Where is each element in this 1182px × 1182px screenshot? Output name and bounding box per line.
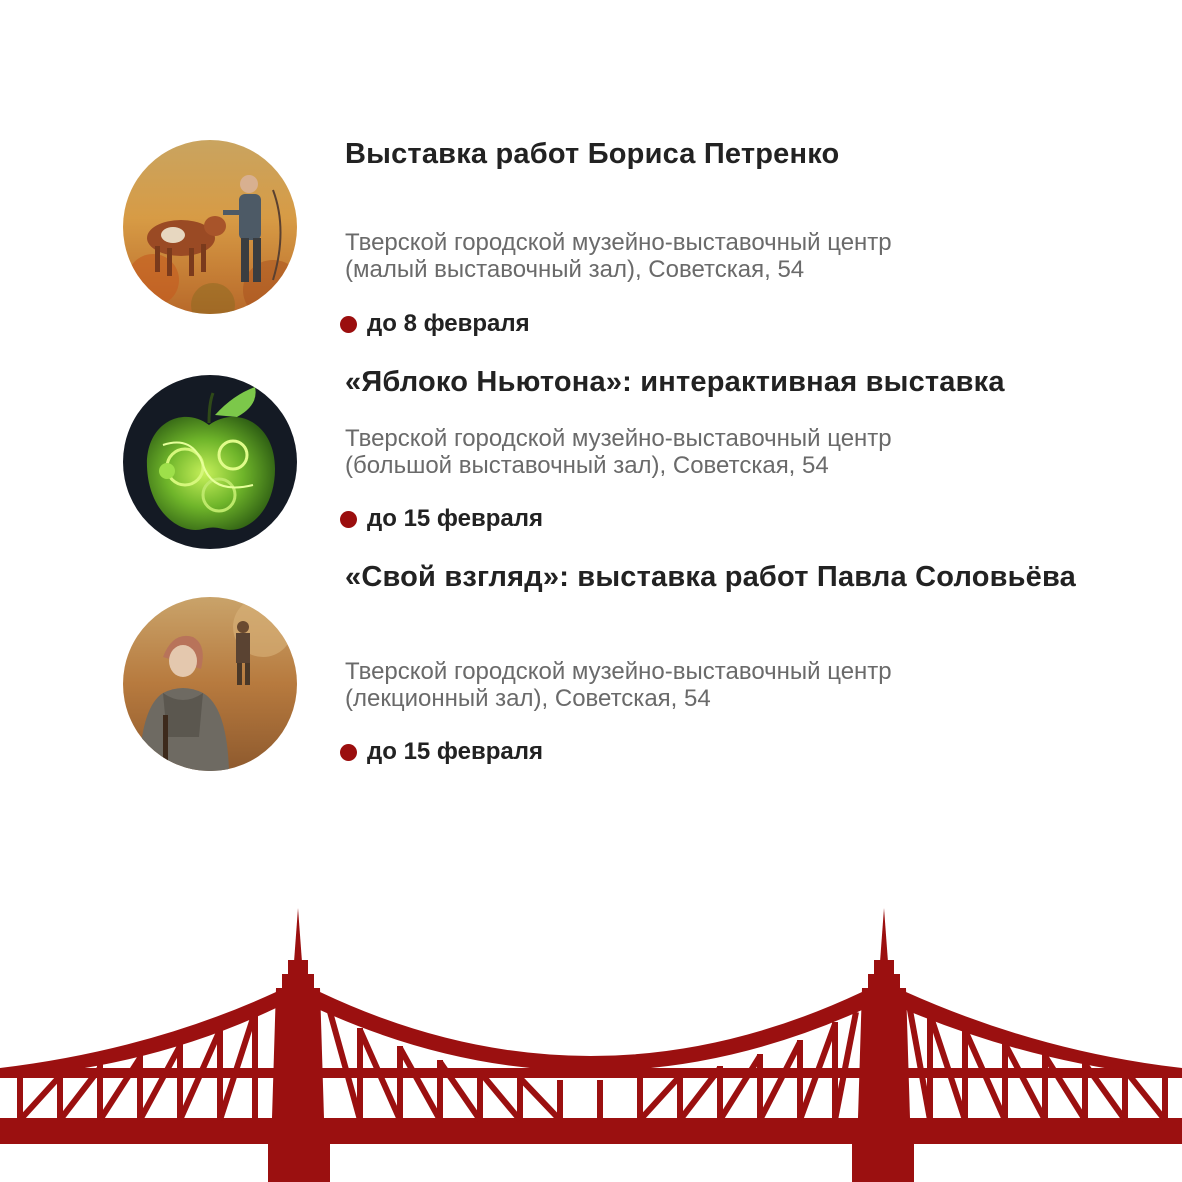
event-title[interactable]: «Свой взгляд»: выставка работ Павла Соловьёва (345, 561, 1076, 593)
event-venue-line: (малый выставочный зал), Советская, 54 (345, 256, 805, 283)
event-venue-line: Тверской городской музейно-выставочный центр (345, 658, 892, 685)
event-date (340, 310, 530, 338)
bridge-silhouette-icon (0, 900, 1182, 1182)
event-venue-line: Тверской городской музейно-выставочный центр (345, 229, 892, 256)
event-title[interactable]: «Яблоко Ньютона»: интерактивная выставка (345, 366, 1005, 398)
event-date-text: до 8 февраля (367, 310, 530, 337)
bullet-dot-icon (340, 511, 357, 528)
event-date-text: до 15 февраля (367, 738, 543, 765)
event-image-green-apple[interactable] (123, 375, 297, 549)
event-date-text: до 15 февраля (367, 505, 543, 532)
event-venue-line: (лекционный зал), Советская, 54 (345, 685, 711, 712)
bullet-dot-icon (340, 744, 357, 761)
event-date (340, 738, 543, 766)
event-image-boy-with-calf[interactable] (123, 140, 297, 314)
event-venue-line: (большой выставочный зал), Советская, 54 (345, 452, 829, 479)
painting-boy-with-calf-icon (123, 140, 297, 314)
event-venue-line: Тверской городской музейно-выставочный центр (345, 425, 892, 452)
event-date (340, 505, 543, 533)
painting-old-woman-icon (123, 597, 297, 771)
event-title[interactable]: Выставка работ Бориса Петренко (345, 138, 840, 170)
event-image-old-woman[interactable] (123, 597, 297, 771)
bullet-dot-icon (340, 316, 357, 333)
green-mechanical-apple-icon (123, 375, 297, 549)
